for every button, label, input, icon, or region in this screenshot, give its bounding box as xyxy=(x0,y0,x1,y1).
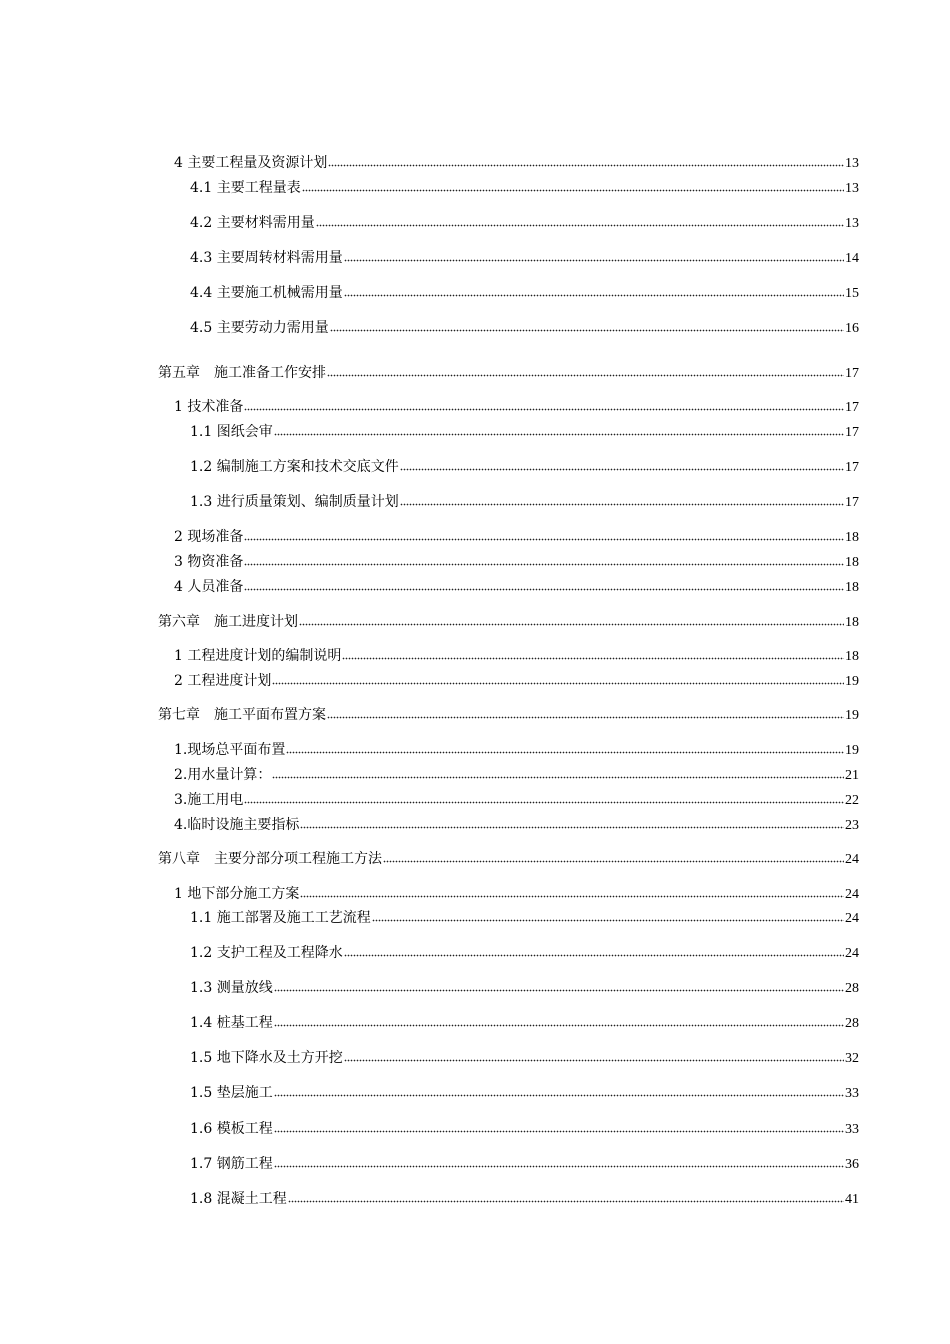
toc-entry-title: 1.6 模板工程 xyxy=(190,1121,273,1137)
toc-entry-title: 1 工程进度计划的编制说明 xyxy=(174,648,342,664)
toc-dot-leader xyxy=(244,577,844,591)
toc-entry-title: 第六章 施工进度计划 xyxy=(158,614,298,630)
toc-dot-leader xyxy=(327,705,844,719)
toc-entry-title: 4.2 主要材料需用量 xyxy=(190,215,315,231)
toc-entry[interactable] xyxy=(190,1189,859,1207)
toc-entry-page: 18 xyxy=(845,530,859,545)
toc-chapter-entry[interactable] xyxy=(158,849,859,867)
toc-entry-page: 15 xyxy=(845,286,859,301)
toc-entry-title: 1.现场总平面布置 xyxy=(174,742,286,758)
toc-entry-title: 1.5 垫层施工 xyxy=(190,1085,273,1101)
toc-entry-page: 13 xyxy=(845,181,859,196)
toc-entry-page: 36 xyxy=(845,1157,859,1172)
toc-entry-title: 第七章 施工平面布置方案 xyxy=(158,707,326,723)
toc-entry-title: 2.用水量计算： xyxy=(174,767,272,783)
toc-dot-leader xyxy=(300,884,844,898)
toc-entry-page: 28 xyxy=(845,1016,859,1031)
toc-entry[interactable] xyxy=(190,248,859,266)
toc-entry-page: 17 xyxy=(845,425,859,440)
toc-entry[interactable] xyxy=(174,790,859,808)
toc-dot-leader xyxy=(286,740,844,754)
toc-entry[interactable] xyxy=(190,1154,859,1172)
toc-dot-leader xyxy=(244,397,844,411)
toc-dot-leader xyxy=(288,1189,844,1203)
toc-entry-title: 1.7 钢筋工程 xyxy=(190,1156,273,1172)
toc-entry[interactable] xyxy=(190,283,859,301)
toc-entry-page: 16 xyxy=(845,321,859,336)
toc-chapter-entry[interactable] xyxy=(158,705,859,723)
toc-dot-leader xyxy=(244,790,844,804)
toc-entry-page: 33 xyxy=(845,1122,859,1137)
toc-entry-title: 1.3 测量放线 xyxy=(190,980,273,996)
toc-entry[interactable] xyxy=(190,213,859,231)
toc-entry[interactable] xyxy=(190,318,859,336)
toc-entry-title: 4.1 主要工程量表 xyxy=(190,180,301,196)
toc-entry-title: 3.施工用电 xyxy=(174,792,244,808)
toc-entry[interactable] xyxy=(174,552,859,570)
toc-entry-title: 4.4 主要施工机械需用量 xyxy=(190,285,343,301)
toc-dot-leader xyxy=(274,1013,844,1027)
toc-entry-title: 4 人员准备 xyxy=(174,579,244,595)
toc-entry-title: 1.2 编制施工方案和技术交底文件 xyxy=(190,459,399,475)
toc-entry-page: 18 xyxy=(845,615,859,630)
toc-entry-page: 17 xyxy=(845,495,859,510)
toc-entry-title: 1.1 施工部署及施工工艺流程 xyxy=(190,910,371,926)
toc-entry[interactable] xyxy=(174,153,859,171)
toc-entry-page: 18 xyxy=(845,555,859,570)
toc-entry-title: 1.1 图纸会审 xyxy=(190,424,273,440)
toc-dot-leader xyxy=(274,1083,844,1097)
toc-dot-leader xyxy=(272,765,844,779)
toc-entry[interactable] xyxy=(174,646,859,664)
toc-entry[interactable] xyxy=(190,1048,859,1066)
toc-entry-title: 4.5 主要劳动力需用量 xyxy=(190,320,329,336)
toc-entry-title: 2 工程进度计划 xyxy=(174,673,272,689)
toc-entry-title: 4.临时设施主要指标 xyxy=(174,817,300,833)
toc-entry-page: 13 xyxy=(845,216,859,231)
toc-dot-leader xyxy=(328,153,844,167)
toc-entry-page: 32 xyxy=(845,1051,859,1066)
toc-entry-page: 18 xyxy=(845,649,859,664)
toc-dot-leader xyxy=(244,527,844,541)
toc-dot-leader xyxy=(342,646,844,660)
toc-entry[interactable] xyxy=(174,765,859,783)
toc-entry-page: 23 xyxy=(845,818,859,833)
toc-dot-leader xyxy=(330,318,844,332)
toc-entry[interactable] xyxy=(190,422,859,440)
toc-entry-page: 14 xyxy=(845,251,859,266)
toc-entry-title: 1.5 地下降水及土方开挖 xyxy=(190,1050,343,1066)
toc-entry-page: 24 xyxy=(845,887,859,902)
toc-entry-title: 1 技术准备 xyxy=(174,399,244,415)
toc-entry[interactable] xyxy=(174,527,859,545)
toc-entry-page: 13 xyxy=(845,156,859,171)
toc-entry[interactable] xyxy=(190,492,859,510)
toc-dot-leader xyxy=(244,552,844,566)
toc-entry-title: 3 物资准备 xyxy=(174,554,244,570)
toc-entry-page: 24 xyxy=(845,946,859,961)
toc-entry-page: 19 xyxy=(845,743,859,758)
toc-dot-leader xyxy=(272,671,844,685)
toc-entry-page: 41 xyxy=(845,1192,859,1207)
toc-entry[interactable] xyxy=(190,1083,859,1101)
toc-entry-title: 第五章 施工准备工作安排 xyxy=(158,365,326,381)
toc-entry-page: 18 xyxy=(845,580,859,595)
toc-entry-page: 17 xyxy=(845,400,859,415)
toc-dot-leader xyxy=(400,492,844,506)
toc-entry-title: 4.3 主要周转材料需用量 xyxy=(190,250,343,266)
toc-entry[interactable] xyxy=(190,457,859,475)
toc-entry-page: 21 xyxy=(845,768,859,783)
toc-dot-leader xyxy=(344,283,844,297)
toc-dot-leader xyxy=(274,1119,844,1133)
toc-entry-page: 19 xyxy=(845,708,859,723)
toc-entry[interactable] xyxy=(190,908,859,926)
toc-dot-leader xyxy=(344,1048,844,1062)
toc-entry[interactable] xyxy=(174,884,859,902)
toc-entry-page: 17 xyxy=(845,366,859,381)
toc-chapter-entry[interactable] xyxy=(158,363,859,381)
toc-entry-title: 1 地下部分施工方案 xyxy=(174,886,300,902)
toc-dot-leader xyxy=(400,457,844,471)
toc-entry-page: 22 xyxy=(845,793,859,808)
toc-entry-title: 4 主要工程量及资源计划 xyxy=(174,155,328,171)
toc-dot-leader xyxy=(372,908,844,922)
toc-chapter-entry[interactable] xyxy=(158,612,859,630)
toc-entry-title: 1.4 桩基工程 xyxy=(190,1015,273,1031)
toc-dot-leader xyxy=(302,178,844,192)
toc-dot-leader xyxy=(274,1154,844,1168)
toc-entry-title: 2 现场准备 xyxy=(174,529,244,545)
toc-entry[interactable] xyxy=(190,178,859,196)
toc-dot-leader xyxy=(274,978,844,992)
toc-entry-page: 19 xyxy=(845,674,859,689)
toc-entry[interactable] xyxy=(174,397,859,415)
toc-dot-leader xyxy=(274,422,844,436)
toc-entry[interactable] xyxy=(174,671,859,689)
toc-dot-leader xyxy=(344,248,844,262)
toc-entry[interactable] xyxy=(174,577,859,595)
toc-dot-leader xyxy=(327,363,844,377)
toc-dot-leader xyxy=(383,849,844,863)
toc-entry[interactable] xyxy=(190,1013,859,1031)
toc-entry[interactable] xyxy=(190,978,859,996)
toc-entry-page: 17 xyxy=(845,460,859,475)
toc-entry-title: 第八章 主要分部分项工程施工方法 xyxy=(158,851,382,867)
toc-entry[interactable] xyxy=(190,943,859,961)
toc-entry[interactable] xyxy=(190,1119,859,1137)
toc-entry-title: 1.3 进行质量策划、编制质量计划 xyxy=(190,494,399,510)
toc-entry-title: 1.8 混凝土工程 xyxy=(190,1191,287,1207)
toc-dot-leader xyxy=(316,213,844,227)
toc-entry-page: 33 xyxy=(845,1086,859,1101)
toc-entry-title: 1.2 支护工程及工程降水 xyxy=(190,945,343,961)
toc-entry-page: 24 xyxy=(845,852,859,867)
toc-entry[interactable] xyxy=(174,815,859,833)
toc-dot-leader xyxy=(300,815,844,829)
toc-entry[interactable] xyxy=(174,740,859,758)
toc-entry-page: 28 xyxy=(845,981,859,996)
toc-dot-leader xyxy=(344,943,844,957)
toc-dot-leader xyxy=(299,612,844,626)
toc-entry-page: 24 xyxy=(845,911,859,926)
